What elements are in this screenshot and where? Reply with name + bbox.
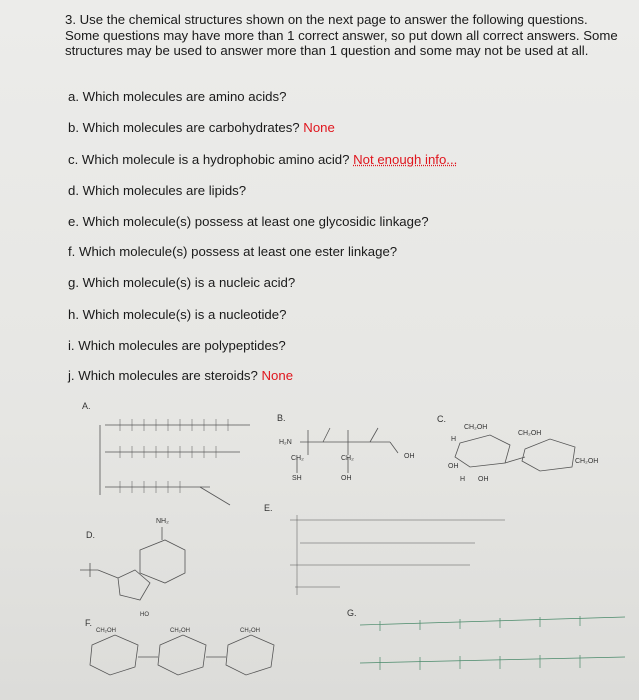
label-e: E. — [264, 503, 273, 513]
question-j — [68, 368, 293, 383]
b-h2n-label: H₂N — [279, 439, 292, 446]
structure-f-polysaccharide — [90, 635, 274, 675]
label-b: B. — [277, 413, 286, 423]
c-ch2oh3-label: CH₂OH — [575, 458, 599, 465]
question-i — [68, 338, 286, 353]
question-d-label: d. Which molecules are lipids? — [68, 183, 247, 198]
b-sh-label: SH — [292, 475, 302, 482]
structure-e-chains — [290, 515, 505, 595]
question-b-label: b. Which molecules are carbohydrates? — [68, 120, 300, 135]
c-h2-label: H — [460, 476, 466, 483]
f-ch2oh2-label: CH₂OH — [170, 628, 190, 634]
c-ch2oh2-label: CH₂OH — [518, 430, 542, 437]
structure-b-dipeptide — [297, 428, 398, 473]
question-j-answer: None — [261, 368, 294, 383]
question-f-label: f. Which molecule(s) possess at least one ester linkage? — [68, 244, 398, 259]
b-ohb-label: OH — [341, 475, 352, 482]
question-a — [68, 89, 286, 104]
question-f — [68, 244, 397, 259]
label-a: A. — [82, 401, 91, 411]
label-d: D. — [86, 530, 95, 540]
label-c: C. — [437, 414, 446, 424]
b-oh-label: OH — [404, 453, 415, 460]
label-f: F. — [85, 618, 93, 628]
structure-a-triglyceride — [100, 419, 250, 505]
c-ch2oh1-label: CH₂OH — [464, 424, 488, 431]
b-ch2-label: CH₂ — [291, 455, 304, 462]
f-ch2oh1-label: CH₂OH — [96, 628, 116, 634]
question-c-answer: Not enough info... — [353, 152, 458, 167]
label-g: G. — [347, 608, 357, 618]
question-e-label: e. Which molecule(s) possess at least one glycosidic linkage? — [68, 214, 429, 229]
question-g — [68, 275, 295, 290]
question-c-label: c. Which molecule is a hydrophobic amino acid? — [68, 152, 350, 167]
c-oh1-label: OH — [448, 463, 459, 470]
question-i-label: i. Which molecules are polypeptides? — [68, 338, 286, 353]
question-b — [68, 120, 335, 135]
f-ch2oh3-label: CH₂OH — [240, 628, 260, 634]
question-intro: 3. Use the chemical structures shown on the next page to answer the following questions. Some questions may have more than 1 correct answer, so put down all correct answers. Some structures may be used to answer more than 1 question and some may not be used at all. — [65, 12, 618, 59]
structure-d-nucleotide — [80, 527, 185, 600]
b-ch2b-label: CH₂ — [341, 455, 354, 462]
question-a-label: a. Which molecules are amino acids? — [68, 89, 287, 104]
question-e — [68, 214, 429, 229]
question-j-label: j. Which molecules are steroids? — [68, 368, 258, 383]
question-c — [68, 152, 457, 167]
structure-g-polypeptide — [360, 616, 625, 670]
structure-c-disaccharide — [455, 435, 575, 471]
question-h — [68, 307, 286, 322]
d-ho-label: HO — [140, 612, 149, 618]
question-h-label: h. Which molecule(s) is a nucleotide? — [68, 307, 287, 322]
c-h1-label: H — [451, 436, 457, 443]
chemical-structures — [0, 395, 639, 700]
question-b-answer: None — [303, 120, 335, 135]
d-nh2-label: NH₂ — [156, 518, 169, 525]
question-g-label: g. Which molecule(s) is a nucleic acid? — [68, 275, 296, 290]
c-oh2-label: OH — [478, 476, 489, 483]
question-d — [68, 183, 246, 198]
